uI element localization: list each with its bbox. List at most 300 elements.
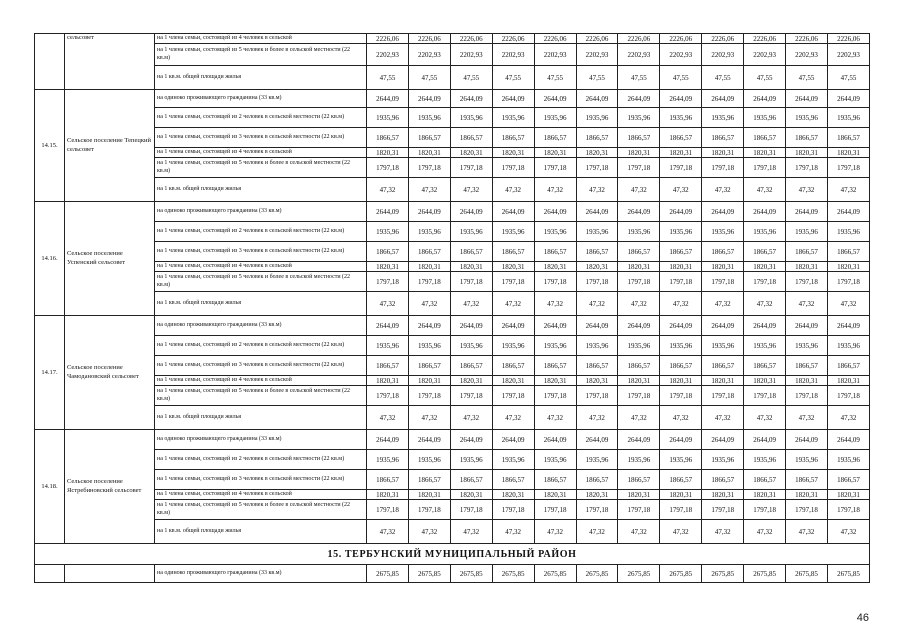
tariff-value-cell: 2644,09	[450, 430, 492, 450]
row-description-cell: на 1 члена семьи, состоящей из 4 человек в сельской	[155, 262, 367, 272]
tariff-value-cell: 47,32	[450, 292, 492, 316]
tariff-value-cell: 1797,18	[618, 386, 660, 406]
tariff-value-cell: 2644,09	[702, 90, 744, 108]
tariff-value-cell: 47,55	[660, 66, 702, 90]
tariff-value-cell: 1935,96	[367, 222, 409, 242]
tariff-value-cell: 1866,57	[702, 356, 744, 376]
tariff-value-cell: 2644,09	[492, 430, 534, 450]
tariff-value-cell: 2675,85	[534, 565, 576, 583]
tariff-value-cell: 1820,31	[450, 376, 492, 386]
tariff-value-cell: 2644,09	[450, 202, 492, 222]
tariff-value-cell: 1935,96	[576, 108, 618, 128]
tariff-value-cell: 47,32	[702, 178, 744, 202]
row-description-cell: на 1 члена семьи, состоящей из 5 человек и более в сельской местности (22 кв.м)	[155, 272, 367, 292]
tariff-value-cell: 47,32	[408, 520, 450, 544]
tariff-value-cell: 1797,18	[450, 158, 492, 178]
tariff-value-cell: 1866,57	[450, 242, 492, 262]
tariff-value-cell: 47,32	[534, 520, 576, 544]
row-description-cell: на 1 члена семьи, состоящей из 5 человек и более в сельской местности (22 кв.м)	[155, 500, 367, 520]
tariff-value-cell: 1797,18	[408, 500, 450, 520]
row-description-cell: на 1 кв.м. общей площади жилья	[155, 520, 367, 544]
tariff-value-cell: 2644,09	[786, 202, 828, 222]
tariff-value-cell: 1797,18	[827, 158, 869, 178]
tariff-value-cell: 1866,57	[576, 128, 618, 148]
tariff-value-cell: 1820,31	[492, 376, 534, 386]
row-description-cell: на 1 члена семьи, состоящей из 3 человек в сельской местности (22 кв.м)	[155, 128, 367, 148]
tariff-value-cell: 1866,57	[660, 356, 702, 376]
tariff-value-cell: 1866,57	[367, 356, 409, 376]
tariff-value-cell: 1797,18	[408, 386, 450, 406]
settlement-name-cell: Сельское поселение Ястребиновский сельсовет	[65, 430, 155, 544]
table-row	[35, 90, 870, 108]
tariff-value-cell: 2226,06	[702, 34, 744, 44]
tariff-value-cell: 1797,18	[744, 272, 786, 292]
table-row	[35, 242, 870, 262]
tariff-value-cell: 1935,96	[702, 222, 744, 242]
tariff-value-cell: 47,32	[492, 178, 534, 202]
tariff-value-cell: 2226,06	[618, 34, 660, 44]
tariff-value-cell: 2675,85	[367, 565, 409, 583]
tariff-value-cell: 2226,06	[786, 34, 828, 44]
tariff-value-cell: 1797,18	[492, 386, 534, 406]
tariff-value-cell: 47,32	[827, 520, 869, 544]
tariff-value-cell: 47,55	[702, 66, 744, 90]
tariff-value-cell: 1935,96	[702, 450, 744, 470]
tariff-value-cell: 1866,57	[786, 242, 828, 262]
tariff-value-cell: 1820,31	[534, 262, 576, 272]
tariff-value-cell: 1820,31	[786, 376, 828, 386]
tariff-value-cell: 47,55	[492, 66, 534, 90]
tariff-value-cell: 1866,57	[492, 242, 534, 262]
settlement-name-cell: Сельское поселение Тепецкий сельсовет	[65, 90, 155, 202]
tariff-value-cell: 1866,57	[450, 356, 492, 376]
tariff-value-cell: 2202,93	[450, 44, 492, 66]
table-row	[35, 44, 870, 66]
tariff-value-cell: 47,32	[408, 178, 450, 202]
tariff-value-cell: 1820,31	[827, 376, 869, 386]
tariff-value-cell: 1866,57	[660, 128, 702, 148]
table-row	[35, 406, 870, 430]
tariff-value-cell: 1820,31	[744, 148, 786, 158]
tariff-value-cell: 1935,96	[367, 336, 409, 356]
tariff-value-cell: 1797,18	[367, 500, 409, 520]
tariff-value-cell: 1935,96	[534, 336, 576, 356]
tariff-value-cell: 2675,85	[492, 565, 534, 583]
tariff-value-cell: 47,32	[534, 178, 576, 202]
tariff-value-cell: 1866,57	[827, 470, 869, 490]
tariff-value-cell: 1797,18	[702, 158, 744, 178]
tariff-value-cell: 2226,06	[660, 34, 702, 44]
tariff-value-cell: 1935,96	[744, 222, 786, 242]
tariff-value-cell: 1820,31	[618, 376, 660, 386]
settlement-name-cell: Сельское поселение Чамодановский сельсовет	[65, 316, 155, 430]
tariff-value-cell: 2644,09	[492, 202, 534, 222]
row-description-cell: на одиноко проживающего гражданина (33 кв.м)	[155, 430, 367, 450]
tariff-value-cell: 2644,09	[744, 316, 786, 336]
tariff-value-cell: 1820,31	[534, 148, 576, 158]
tariff-value-cell: 1797,18	[660, 158, 702, 178]
tariff-value-cell: 47,32	[492, 520, 534, 544]
table-row	[35, 272, 870, 292]
row-description-cell: на одиноко проживающего гражданина (33 кв.м)	[155, 316, 367, 336]
tariff-value-cell: 47,32	[534, 292, 576, 316]
tariff-value-cell: 1820,31	[408, 148, 450, 158]
tariff-value-cell: 1820,31	[450, 148, 492, 158]
tariff-value-cell: 1866,57	[367, 470, 409, 490]
tariff-value-cell: 1797,18	[367, 386, 409, 406]
tariff-value-cell: 1935,96	[492, 108, 534, 128]
tariff-value-cell: 2644,09	[618, 90, 660, 108]
table-row	[35, 500, 870, 520]
tariff-value-cell: 1797,18	[827, 386, 869, 406]
tariff-value-cell: 1820,31	[492, 262, 534, 272]
tariff-value-cell: 47,32	[702, 520, 744, 544]
tariff-value-cell: 47,32	[827, 292, 869, 316]
table-row	[35, 490, 870, 500]
tariff-value-cell: 1820,31	[367, 148, 409, 158]
table-row	[35, 158, 870, 178]
table-row	[35, 336, 870, 356]
tariff-value-cell: 1797,18	[660, 500, 702, 520]
tariff-value-cell: 2644,09	[408, 316, 450, 336]
tariff-value-cell: 1866,57	[744, 356, 786, 376]
tariff-value-cell: 1866,57	[786, 128, 828, 148]
tariff-value-cell: 1866,57	[408, 356, 450, 376]
tariff-value-cell: 47,32	[367, 178, 409, 202]
tariff-value-cell: 1797,18	[408, 158, 450, 178]
tariff-value-cell: 2644,09	[408, 90, 450, 108]
tariff-value-cell: 2202,93	[367, 44, 409, 66]
tariff-value-cell: 2226,06	[827, 34, 869, 44]
tariff-value-cell: 2644,09	[450, 316, 492, 336]
tariff-value-cell: 1935,96	[827, 450, 869, 470]
row-description-cell: на 1 члена семьи, состоящей из 5 человек и более в сельской местности (22 кв.м)	[155, 386, 367, 406]
row-number-cell: 14.15.	[35, 90, 65, 202]
tariff-value-cell: 1935,96	[702, 108, 744, 128]
row-number-cell	[35, 34, 65, 90]
tariff-value-cell: 1797,18	[702, 272, 744, 292]
row-description-cell: на одиноко проживающего гражданина (33 кв.м)	[155, 565, 367, 583]
tariff-value-cell: 47,32	[367, 292, 409, 316]
row-description-cell: на 1 члена семьи, состоящей из 2 человек в сельской местности (22 кв.м)	[155, 336, 367, 356]
tariff-value-cell: 2226,06	[450, 34, 492, 44]
row-description-cell: на одиноко проживающего гражданина (33 кв.м)	[155, 90, 367, 108]
tariff-value-cell: 1797,18	[786, 500, 828, 520]
tariff-value-cell: 1797,18	[450, 386, 492, 406]
table-row	[35, 222, 870, 242]
tariff-value-cell: 47,55	[450, 66, 492, 90]
tariff-value-cell: 1820,31	[618, 148, 660, 158]
tariff-value-cell: 47,32	[618, 178, 660, 202]
tariff-value-cell: 47,32	[408, 292, 450, 316]
table-row	[35, 292, 870, 316]
tariff-value-cell: 1866,57	[534, 356, 576, 376]
tariff-value-cell: 1935,96	[408, 108, 450, 128]
tariff-value-cell: 2675,85	[744, 565, 786, 583]
tariff-value-cell: 1797,18	[576, 272, 618, 292]
tariff-value-cell: 1797,18	[492, 158, 534, 178]
row-description-cell: на 1 члена семьи, состоящей из 3 человек в сельской местности (22 кв.м)	[155, 242, 367, 262]
tariff-value-cell: 47,55	[827, 66, 869, 90]
tariff-value-cell: 47,32	[492, 292, 534, 316]
tariff-value-cell: 1820,31	[744, 376, 786, 386]
tariff-value-cell: 1820,31	[534, 490, 576, 500]
tariff-value-cell: 1797,18	[744, 158, 786, 178]
tariff-value-cell: 1866,57	[786, 470, 828, 490]
tariff-value-cell: 1797,18	[660, 386, 702, 406]
tariff-value-cell: 1820,31	[450, 262, 492, 272]
tariff-value-cell: 1935,96	[367, 450, 409, 470]
tariff-value-cell: 1866,57	[827, 356, 869, 376]
tariff-value-cell: 1935,96	[576, 450, 618, 470]
tariff-value-cell: 47,32	[367, 406, 409, 430]
tariff-value-cell: 2675,85	[702, 565, 744, 583]
tariff-value-cell: 2644,09	[492, 316, 534, 336]
tariff-value-cell: 1935,96	[744, 336, 786, 356]
tariff-value-cell: 1935,96	[618, 450, 660, 470]
tariff-value-cell: 47,32	[660, 520, 702, 544]
tariff-value-cell: 47,32	[367, 520, 409, 544]
tariff-value-cell: 1935,96	[534, 108, 576, 128]
tariff-value-cell: 47,32	[576, 178, 618, 202]
tariff-value-cell: 2226,06	[367, 34, 409, 44]
tariff-value-cell: 1797,18	[786, 158, 828, 178]
tariff-value-cell: 2644,09	[786, 316, 828, 336]
tariff-value-cell: 47,32	[618, 292, 660, 316]
settlement-name-cell: сельсовет	[65, 34, 155, 90]
table-row	[35, 565, 870, 583]
tariff-value-cell: 1820,31	[702, 262, 744, 272]
tariff-value-cell: 1866,57	[492, 356, 534, 376]
tariff-value-cell: 2644,09	[618, 430, 660, 450]
tariff-value-cell: 2226,06	[534, 34, 576, 44]
tariff-value-cell: 1797,18	[408, 272, 450, 292]
table-row	[35, 108, 870, 128]
tariff-value-cell: 47,32	[786, 520, 828, 544]
tariff-value-cell: 2644,09	[744, 90, 786, 108]
table-row	[35, 316, 870, 336]
tariff-value-cell: 47,32	[660, 178, 702, 202]
row-number-cell: 14.17.	[35, 316, 65, 430]
table-row	[35, 450, 870, 470]
row-description-cell: на 1 члена семьи, состоящей из 2 человек в сельской местности (22 кв.м)	[155, 222, 367, 242]
tariff-value-cell: 47,32	[618, 406, 660, 430]
tariff-value-cell: 47,32	[744, 178, 786, 202]
tariff-value-cell: 1935,96	[450, 450, 492, 470]
tariff-value-cell: 2675,85	[618, 565, 660, 583]
tariff-value-cell: 1820,31	[786, 490, 828, 500]
tariff-value-cell: 1820,31	[576, 490, 618, 500]
tariff-value-cell: 2644,09	[576, 430, 618, 450]
tariff-value-cell: 1797,18	[660, 272, 702, 292]
tariff-value-cell: 1866,57	[702, 470, 744, 490]
tariff-value-cell: 1935,96	[576, 336, 618, 356]
tariff-value-cell: 2644,09	[576, 90, 618, 108]
tariff-value-cell: 1820,31	[576, 376, 618, 386]
tariff-value-cell: 1820,31	[702, 490, 744, 500]
tariff-value-cell: 1866,57	[408, 242, 450, 262]
row-description-cell: на 1 кв.м. общей площади жилья	[155, 406, 367, 430]
row-description-cell: на 1 члена семьи, состоящей из 4 человек в сельской	[155, 376, 367, 386]
tariff-value-cell: 1797,18	[702, 500, 744, 520]
tariff-value-cell: 2202,93	[534, 44, 576, 66]
tariff-value-cell: 1866,57	[744, 242, 786, 262]
tariff-value-cell: 2202,93	[618, 44, 660, 66]
tariff-value-cell: 47,32	[744, 406, 786, 430]
tariff-value-cell: 1797,18	[744, 500, 786, 520]
tariff-value-cell: 1797,18	[534, 272, 576, 292]
row-number-cell	[35, 565, 65, 583]
tariff-value-cell: 1935,96	[660, 108, 702, 128]
tariff-value-cell: 1866,57	[660, 470, 702, 490]
tariff-value-cell: 2644,09	[660, 90, 702, 108]
tariff-value-cell: 2202,93	[744, 44, 786, 66]
tariff-value-cell: 2644,09	[367, 430, 409, 450]
row-description-cell: на 1 члена семьи, состоящей из 3 человек в сельской местности (22 кв.м)	[155, 470, 367, 490]
tariff-value-cell: 2226,06	[492, 34, 534, 44]
tariff-value-cell: 1935,96	[408, 450, 450, 470]
tariff-value-cell: 2644,09	[534, 430, 576, 450]
section-header-row	[35, 544, 870, 565]
tariff-value-cell: 2644,09	[702, 430, 744, 450]
tariff-value-cell: 1866,57	[827, 128, 869, 148]
tariff-value-cell: 2202,93	[408, 44, 450, 66]
table-row	[35, 376, 870, 386]
tariff-value-cell: 47,55	[744, 66, 786, 90]
tariff-value-cell: 47,32	[786, 178, 828, 202]
tariff-value-cell: 2644,09	[827, 430, 869, 450]
table-row	[35, 34, 870, 44]
table-row	[35, 202, 870, 222]
tariff-value-cell: 1866,57	[492, 128, 534, 148]
tariff-value-cell: 47,55	[534, 66, 576, 90]
tariff-value-cell: 47,32	[827, 178, 869, 202]
tariff-value-cell: 1820,31	[744, 490, 786, 500]
row-description-cell: на 1 члена семьи, состоящей из 4 человек в сельской	[155, 34, 367, 44]
tariff-value-cell: 1820,31	[702, 148, 744, 158]
tariff-value-cell: 1866,57	[786, 356, 828, 376]
tariff-value-cell: 1820,31	[827, 148, 869, 158]
tariff-value-cell: 1935,96	[827, 108, 869, 128]
tariff-value-cell: 1935,96	[744, 450, 786, 470]
tariff-value-cell: 47,32	[702, 292, 744, 316]
row-description-cell: на 1 члена семьи, состоящей из 5 человек и более в сельской местности (22 кв.м)	[155, 158, 367, 178]
tariff-value-cell: 2644,09	[576, 202, 618, 222]
tariff-value-cell: 1797,18	[534, 158, 576, 178]
tariff-table-body	[35, 34, 870, 583]
table-row	[35, 386, 870, 406]
tariff-value-cell: 1797,18	[702, 386, 744, 406]
tariff-value-cell: 1820,31	[827, 262, 869, 272]
tariff-value-cell: 2644,09	[660, 202, 702, 222]
tariff-value-cell: 1935,96	[786, 222, 828, 242]
tariff-value-cell: 2644,09	[618, 202, 660, 222]
tariff-value-cell: 1935,96	[744, 108, 786, 128]
section-title: 15. ТЕРБУНСКИЙ МУНИЦИПАЛЬНЫЙ РАЙОН	[35, 544, 870, 565]
tariff-value-cell: 2202,93	[702, 44, 744, 66]
tariff-value-cell: 2644,09	[576, 316, 618, 336]
table-row	[35, 128, 870, 148]
tariff-value-cell: 1797,18	[367, 158, 409, 178]
tariff-value-cell: 2644,09	[827, 316, 869, 336]
tariff-value-cell: 47,32	[660, 406, 702, 430]
tariff-value-cell: 2202,93	[827, 44, 869, 66]
tariff-value-cell: 2644,09	[367, 202, 409, 222]
tariff-value-cell: 47,32	[744, 292, 786, 316]
table-row	[35, 470, 870, 490]
tariff-value-cell: 47,32	[786, 406, 828, 430]
tariff-value-cell: 1820,31	[618, 490, 660, 500]
row-description-cell: на 1 члена семьи, состоящей из 4 человек в сельской	[155, 490, 367, 500]
tariff-value-cell: 1797,18	[534, 386, 576, 406]
tariff-value-cell: 1820,31	[408, 262, 450, 272]
tariff-value-cell: 47,32	[576, 292, 618, 316]
tariff-value-cell: 2644,09	[534, 316, 576, 336]
tariff-value-cell: 47,32	[576, 520, 618, 544]
tariff-value-cell: 1935,96	[450, 222, 492, 242]
tariff-value-cell: 1797,18	[450, 272, 492, 292]
tariff-value-cell: 1820,31	[786, 148, 828, 158]
tariff-value-cell: 1820,31	[408, 490, 450, 500]
tariff-value-cell: 2202,93	[786, 44, 828, 66]
row-number-cell: 14.16.	[35, 202, 65, 316]
tariff-value-cell: 47,55	[576, 66, 618, 90]
tariff-value-cell: 2644,09	[534, 90, 576, 108]
tariff-value-cell: 1935,96	[408, 336, 450, 356]
tariff-value-cell: 1935,96	[660, 336, 702, 356]
tariff-value-cell: 2675,85	[576, 565, 618, 583]
tariff-value-cell: 47,55	[786, 66, 828, 90]
tariff-value-cell: 1820,31	[786, 262, 828, 272]
tariff-value-cell: 1935,96	[660, 450, 702, 470]
tariff-value-cell: 47,32	[450, 178, 492, 202]
tariff-value-cell: 2644,09	[744, 430, 786, 450]
tariff-value-cell: 1820,31	[660, 376, 702, 386]
settlement-name-cell	[65, 565, 155, 583]
row-description-cell: на 1 члена семьи, состоящей из 5 человек и более в сельской местности (22 кв.м)	[155, 44, 367, 66]
tariff-value-cell: 1820,31	[827, 490, 869, 500]
tariff-value-cell: 47,32	[450, 406, 492, 430]
tariff-value-cell: 1797,18	[827, 272, 869, 292]
tariff-value-cell: 1820,31	[576, 148, 618, 158]
tariff-value-cell: 1866,57	[702, 242, 744, 262]
tariff-value-cell: 1935,96	[576, 222, 618, 242]
tariff-value-cell: 1797,18	[827, 500, 869, 520]
tariff-value-cell: 1935,96	[408, 222, 450, 242]
tariff-value-cell: 2644,09	[618, 316, 660, 336]
row-description-cell: на 1 члена семьи, состоящей из 2 человек в сельской местности (22 кв.м)	[155, 450, 367, 470]
tariff-value-cell: 1935,96	[618, 336, 660, 356]
tariff-value-cell: 1797,18	[576, 386, 618, 406]
tariff-value-cell: 2644,09	[827, 90, 869, 108]
tariff-value-cell: 47,55	[367, 66, 409, 90]
page-number: 46	[856, 612, 869, 624]
table-row	[35, 178, 870, 202]
tariff-value-cell: 1797,18	[534, 500, 576, 520]
tariff-value-cell: 47,55	[408, 66, 450, 90]
tariff-value-cell: 1797,18	[618, 158, 660, 178]
tariff-value-cell: 1820,31	[492, 148, 534, 158]
tariff-value-cell: 1935,96	[660, 222, 702, 242]
tariff-value-cell: 2644,09	[786, 90, 828, 108]
tariff-value-cell: 2644,09	[450, 90, 492, 108]
tariff-value-cell: 1935,96	[618, 108, 660, 128]
tariff-value-cell: 1935,96	[492, 336, 534, 356]
table-row	[35, 148, 870, 158]
tariff-value-cell: 1820,31	[408, 376, 450, 386]
row-description-cell: на одиноко проживающего гражданина (33 кв.м)	[155, 202, 367, 222]
tariff-value-cell: 2644,09	[702, 316, 744, 336]
